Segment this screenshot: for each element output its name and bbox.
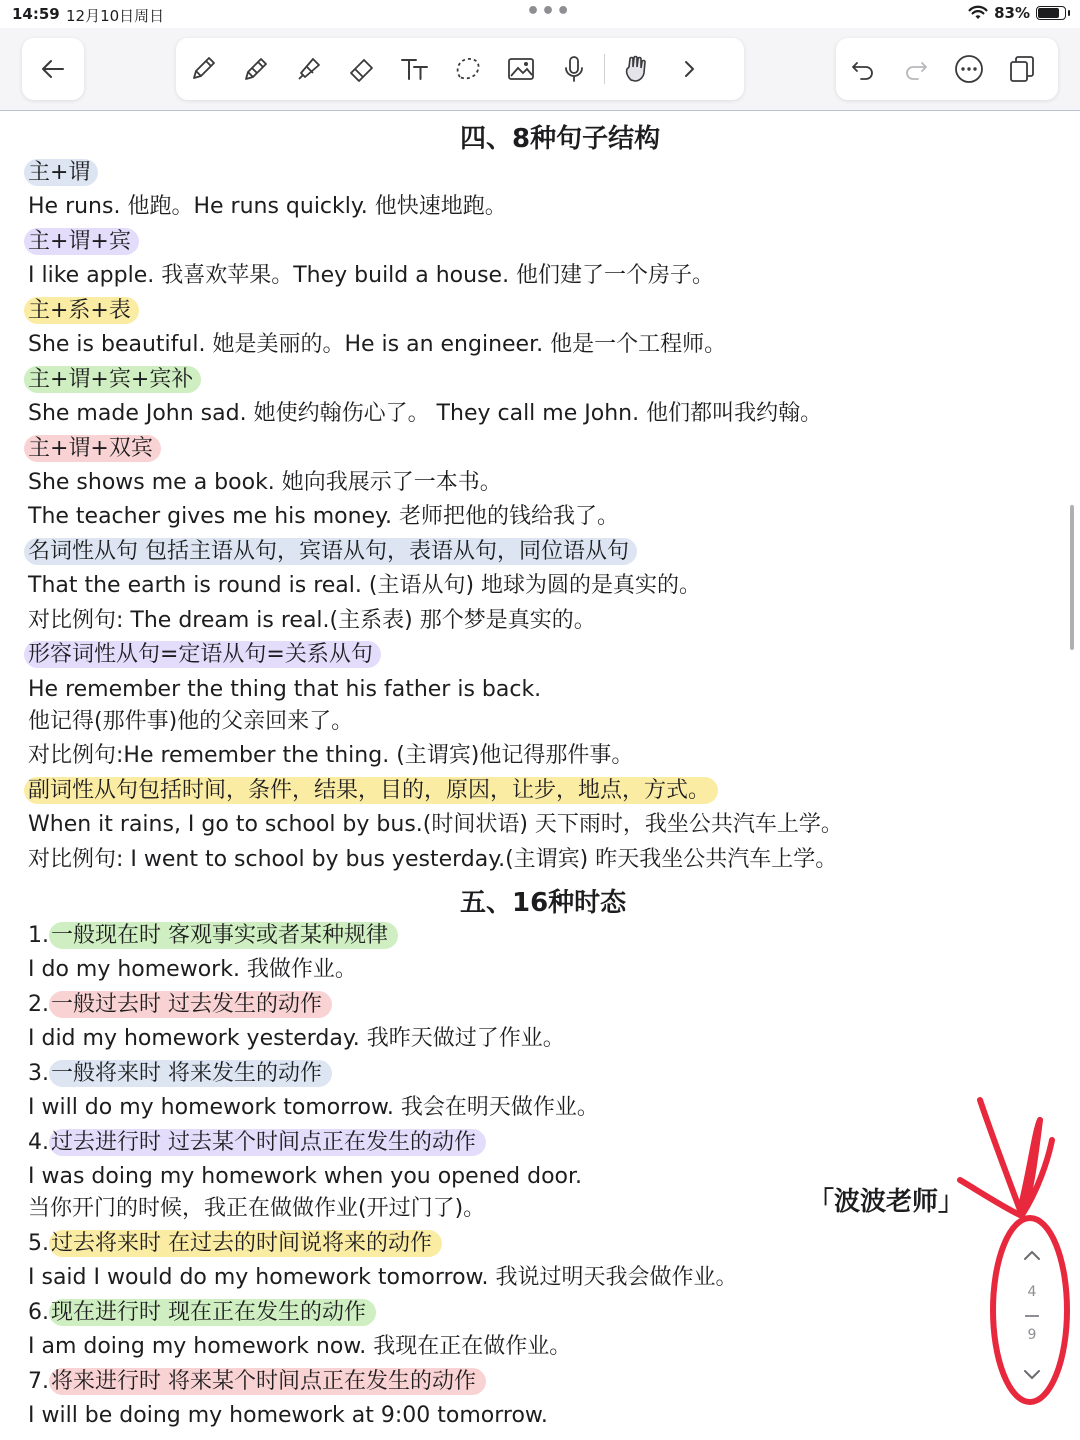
tense-number: 4. [28,1130,49,1155]
tense-number: 1. [28,923,49,948]
wifi-icon [968,5,988,21]
eraser-tool-button[interactable] [335,38,388,100]
multitask-dots-icon[interactable]: ••• [526,0,572,24]
example-line: The teacher gives me his money. 老师把他的钱给我了。 [28,504,619,529]
pen-tool-button[interactable] [176,38,229,100]
more-tools-button[interactable] [662,38,715,100]
example-line: I did my homework yesterday. 我昨天做过了作业。 [28,1026,565,1051]
redo-icon [900,53,932,85]
chevron-up-icon[interactable] [1020,1244,1044,1268]
example-line: She made John sad. 她使约翰伤心了。 They call me John. 他们都叫我约翰。 [28,401,823,426]
total-page-number: 9 [1027,1327,1037,1343]
back-button[interactable] [22,38,84,100]
status-right [968,4,1066,22]
tool-palette [176,38,744,100]
structure-label: 主+谓+双宾 [24,435,161,462]
pages-icon [1006,53,1038,85]
lasso-icon [452,53,484,85]
example-line: I will do my homework tomorrow. 我会在明天做作业。 [28,1095,599,1120]
clause-label: 副词性从句包括时间，条件，结果，目的，原因，让步，地点，方式。 [24,777,718,804]
example-line: I do my homework. 我做作业。 [28,957,357,982]
battery-icon [1036,6,1066,20]
page-navigator [1006,1226,1058,1396]
page-divider [1025,1315,1039,1317]
toolbar [0,28,1080,111]
highlighter-icon [293,53,325,85]
text-tool-button[interactable] [388,38,441,100]
example-line: 他记得(那件事)他的父亲回来了。 [28,709,354,734]
battery-level [1038,8,1059,18]
tense-label: 过去将来时 在过去的时间说将来的动作 [49,1230,442,1257]
tense-number: 7. [28,1369,49,1394]
tense-label: 一般现在时 客观事实或者某种规律 [49,922,398,949]
example-line: I will be doing my homework at 9:00 tomorrow. [28,1403,548,1428]
undo-button[interactable] [836,38,889,100]
tense-label: 将来进行时 将来某个时间点正在发生的动作 [49,1368,486,1395]
touch-mode-button[interactable] [609,38,662,100]
tense-label: 一般过去时 过去发生的动作 [49,991,332,1018]
tense-label: 现在进行时 现在正在发生的动作 [49,1299,376,1326]
action-bar [836,38,1058,100]
example-line: He runs. 他跑。He runs quickly. 他快速地跑。 [28,194,507,219]
example-line: He remember the thing that his father is back. [28,677,542,702]
example-line: I was doing my homework when you opened door. [28,1164,583,1189]
lasso-tool-button[interactable] [441,38,494,100]
current-page-number: 4 [1027,1284,1037,1300]
touch-icon [620,53,652,85]
author-signature: 「波波老师」 [808,1187,965,1217]
status-time: 14:59 [12,5,60,23]
fountain-pen-icon [240,53,272,85]
structure-label: 主+谓 [24,159,98,186]
more-options-button[interactable] [942,38,995,100]
fountain-pen-tool-button[interactable] [229,38,282,100]
tense-label: 过去进行时 过去某个时间点正在发生的动作 [49,1129,486,1156]
pages-button[interactable] [995,38,1048,100]
text-icon [399,53,431,85]
microphone-tool-button[interactable] [547,38,600,100]
example-line: 对比例句:He remember the thing. (主谓宾)他记得那件事。 [28,743,634,768]
example-line: 当你开门的时候，我正在做做作业(开过门了)。 [28,1196,486,1221]
example-line: That the earth is round is real. (主语从句) 地球为圆的是真实的。 [28,573,702,598]
image-tool-button[interactable] [494,38,547,100]
tense-number: 6. [28,1300,49,1325]
section-4-title: 四、8种句子结构 [460,124,661,154]
tense-number: 3. [28,1061,49,1086]
toolbar-separator [604,54,605,84]
chevron-down-icon[interactable] [1020,1362,1044,1386]
status-bar [0,0,1080,28]
highlighter-tool-button[interactable] [282,38,335,100]
scroll-indicator[interactable] [1070,505,1074,650]
example-line: 对比例句: The dream is real.(主系表) 那个梦是真实的。 [28,608,596,633]
tense-number: 2. [28,992,49,1017]
example-line: 对比例句: I went to school by bus yesterday.(主谓宾) 昨天我坐公共汽车上学。 [28,847,838,872]
note-page[interactable] [0,111,1080,1440]
eraser-icon [346,53,378,85]
structure-label: 主+谓+宾+宾补 [24,366,201,393]
pen-icon [187,53,219,85]
example-line: I like apple. 我喜欢苹果。They build a house. 他们建了一个房子。 [28,263,715,288]
battery-percent: 83% [994,4,1030,22]
chevron-right-icon [673,53,705,85]
section-5-title: 五、16种时态 [460,888,627,918]
microphone-icon [558,53,590,85]
clause-label: 形容词性从句=定语从句=关系从句 [24,641,381,668]
arrow-left-icon [39,55,67,83]
example-line: When it rains, I go to school by bus.(时间状语) 天下雨时，我坐公共汽车上学。 [28,812,843,837]
structure-label: 主+系+表 [24,297,139,324]
undo-icon [847,53,879,85]
example-line: She is beautiful. 她是美丽的。He is an engineer. 他是一个工程师。 [28,332,727,357]
tense-label: 一般将来时 将来发生的动作 [49,1060,332,1087]
more-icon [953,53,985,85]
tense-number: 5. [28,1231,49,1256]
example-line: I am doing my homework now. 我现在正在做作业。 [28,1334,572,1359]
structure-label: 主+谓+宾 [24,228,139,255]
redo-button[interactable] [889,38,942,100]
clause-label: 名词性从句 包括主语从句，宾语从句，表语从句，同位语从句 [24,538,637,565]
image-icon [505,53,537,85]
example-line: She shows me a book. 她向我展示了一本书。 [28,470,502,495]
example-line: I said I would do my homework tomorrow. 我说过明天我会做作业。 [28,1265,738,1290]
status-date: 12月10日周日 [66,7,165,25]
